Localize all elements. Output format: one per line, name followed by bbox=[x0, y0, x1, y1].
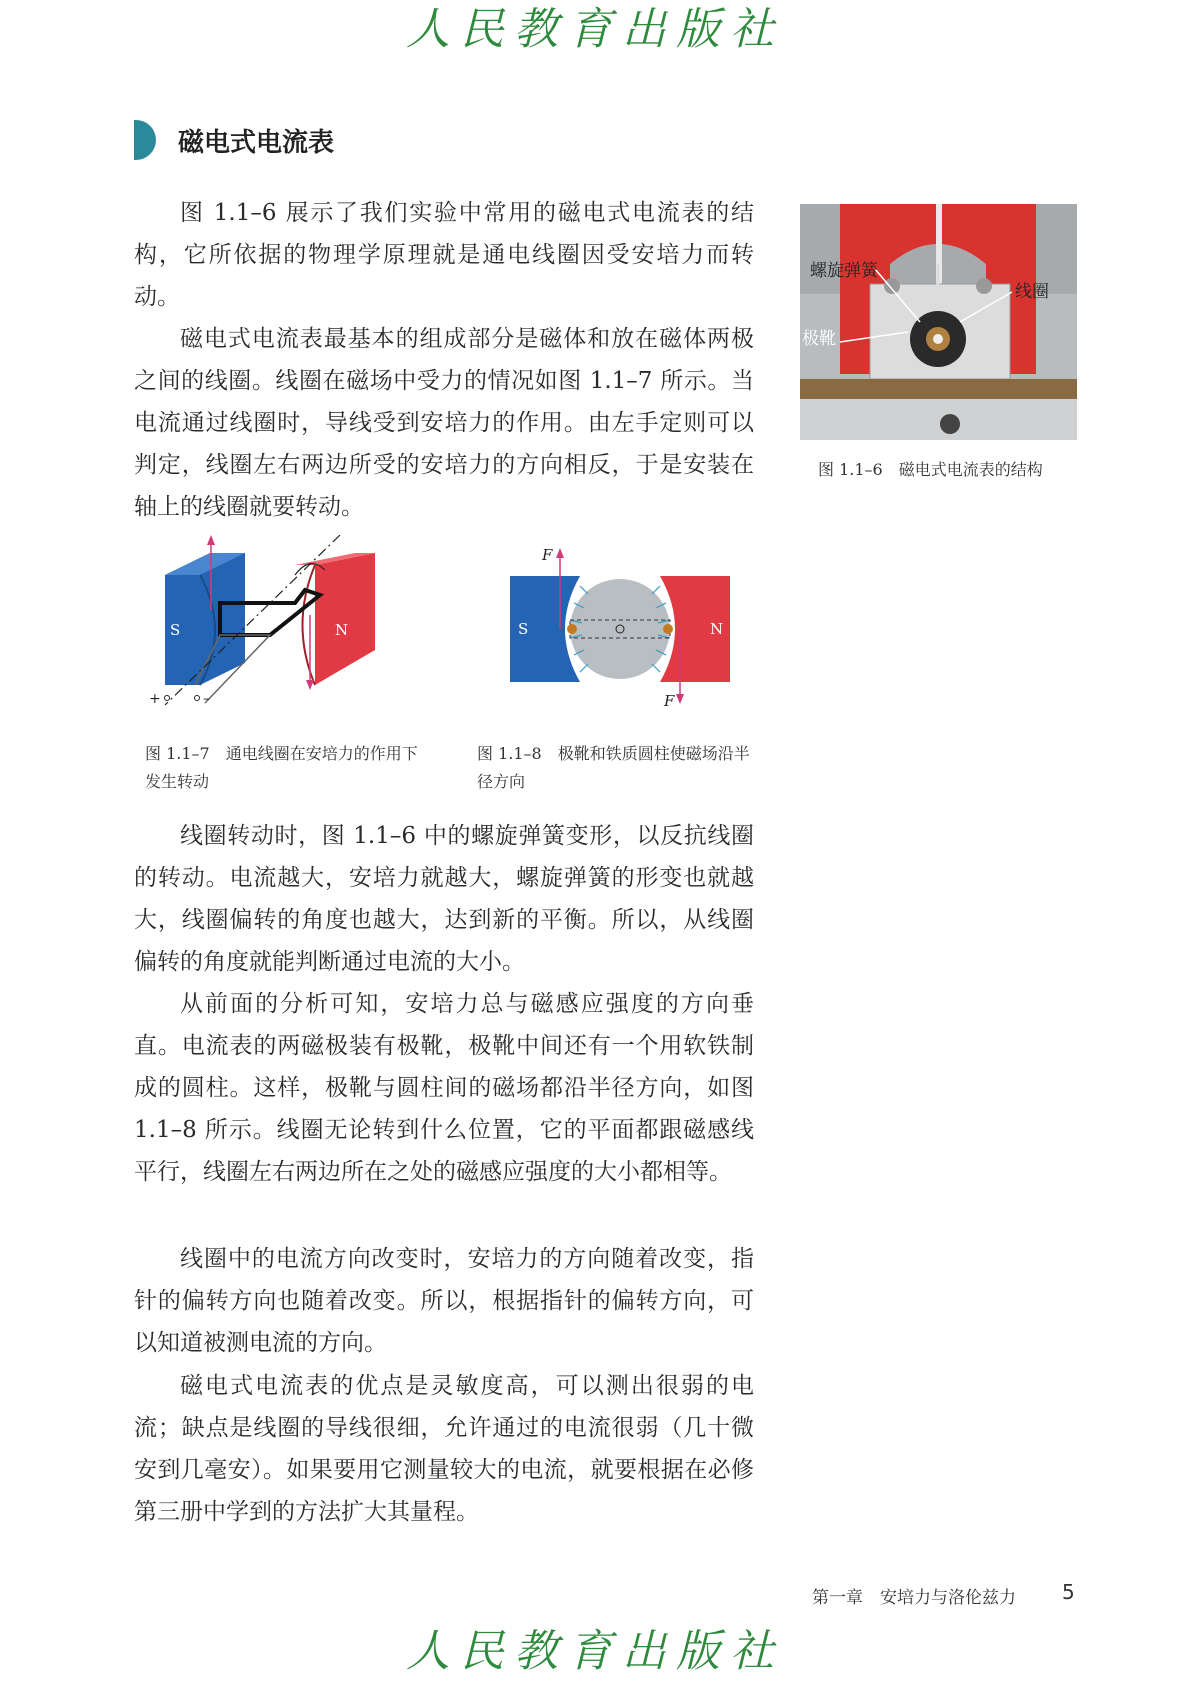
figure-1-1-8-diagram bbox=[500, 548, 740, 710]
label-force-top: F bbox=[542, 548, 553, 564]
label-plus: + bbox=[149, 691, 161, 707]
label-minus: – bbox=[203, 691, 210, 707]
label-coil: 线圈 bbox=[1015, 282, 1049, 302]
label-pole-shoe: 极靴 bbox=[802, 329, 836, 349]
page-number: 5 bbox=[1062, 1580, 1075, 1604]
figure-1-1-6-photo bbox=[800, 204, 1077, 440]
publisher-watermark-bottom: 人民教育出版社 bbox=[406, 1626, 784, 1677]
paragraph-1: 图 1.1–6 展示了我们实验中常用的磁电式电流表的结构，它所依据的物理学原理就是通电线圈因受安培力而转动。 bbox=[134, 200, 754, 310]
paragraph-3: 线圈转动时，图 1.1–6 中的螺旋弹簧变形，以反抗线圈的转动。电流越大，安培力就越大，螺旋弹簧的形变也就越大，线圈偏转的角度也越大，达到新的平衡。所以，从线圈偏转的角度就能判断通过电流的大小。 bbox=[134, 823, 754, 975]
paragraph-2: 磁电式电流表最基本的组成部分是磁体和放在磁体两极之间的线圈。线圈在磁场中受力的情况如图 1.1–7 所示。当电流通过线圈时，导线受到安培力的作用。由左手定则可以判定，线圈左右两边所受的安培力的方向相反，于是安装在轴上的线圈就要转动。 bbox=[134, 326, 754, 520]
figure-1-1-7-diagram bbox=[145, 535, 415, 720]
paragraph-4: 从前面的分析可知，安培力总与磁感应强度的方向垂直。电流表的两磁极装有极靴，极靴中间还有一个用软铁制成的圆柱。这样，极靴与圆柱间的磁场都沿半径方向，如图 1.1–8 所示。线圈无论转到什么位置，它的平面都跟磁感线平行，线圈左右两边所在之处的磁感应强度的大小都相等。 bbox=[134, 991, 754, 1185]
publisher-watermark-top: 人民教育出版社 bbox=[406, 4, 784, 55]
section-marker-icon bbox=[134, 120, 156, 160]
section-heading bbox=[134, 118, 334, 162]
label-spring: 螺旋弹簧 bbox=[810, 261, 878, 281]
caption-figure-1-1-8: 图 1.1–8 极靴和铁质圆柱使磁场沿半径方向 bbox=[477, 744, 750, 791]
label-n-pole: N bbox=[335, 621, 349, 639]
section-title: 磁电式电流表 bbox=[178, 127, 335, 158]
label-force-bottom: F bbox=[664, 692, 675, 710]
label-s-pole: S bbox=[518, 620, 529, 638]
caption-figure-1-1-7: 图 1.1–7 通电线圈在安培力的作用下发生转动 bbox=[145, 744, 418, 791]
caption-figure-1-1-6: 图 1.1–6 磁电式电流表的结构 bbox=[818, 460, 1043, 479]
paragraph-6: 磁电式电流表的优点是灵敏度高，可以测出很弱的电流；缺点是线圈的导线很细，允许通过的电流很弱（几十微安到几毫安）。如果要用它测量较大的电流，就要根据在必修第三册中学到的方法扩大其量程。 bbox=[134, 1373, 754, 1525]
label-n-pole: N bbox=[710, 620, 724, 638]
chapter-footer: 第一章 安培力与洛伦兹力 bbox=[812, 1588, 1016, 1608]
paragraph-5: 线圈中的电流方向改变时，安培力的方向随着改变，指针的偏转方向也随着改变。所以，根据指针的偏转方向，可以知道被测电流的方向。 bbox=[134, 1246, 754, 1356]
label-s-pole: S bbox=[170, 621, 181, 639]
